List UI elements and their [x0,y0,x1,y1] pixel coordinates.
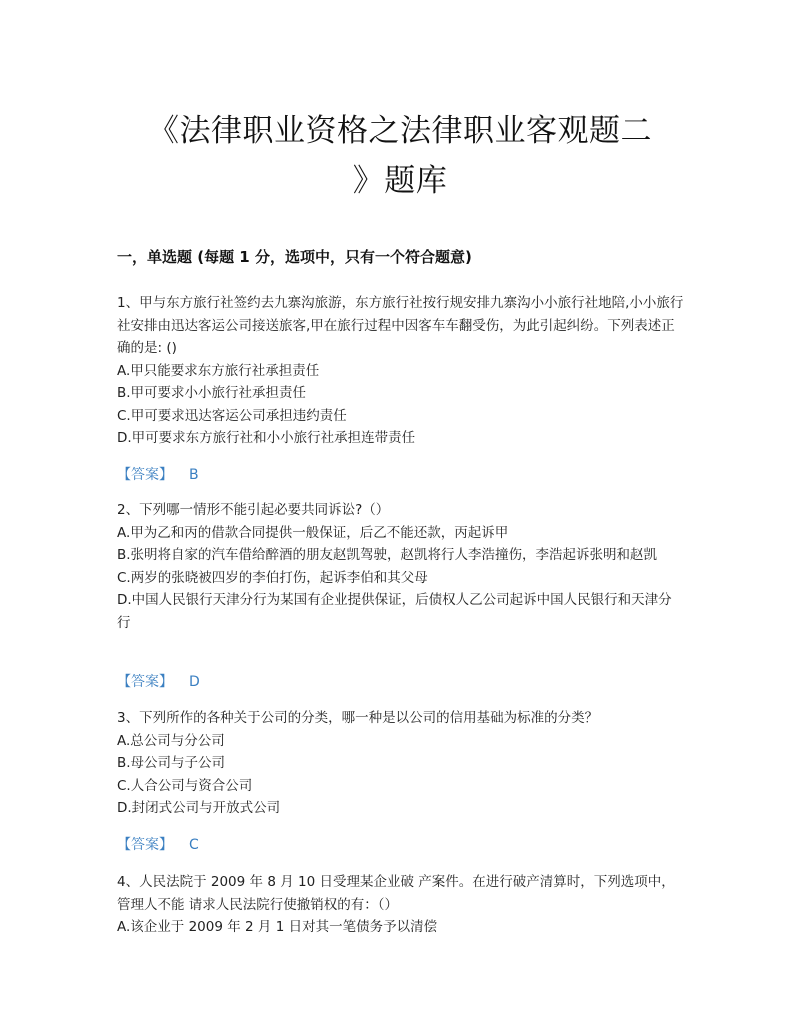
question-option: A.甲为乙和丙的借款合同提供一般保证，后乙不能还款，丙起诉甲 [117,524,509,541]
question-option: B.甲可要求小小旅行社承担责任 [117,385,307,401]
question-2 [117,499,685,634]
question-option: A.甲只能要求东方旅行社承担责任 [117,362,320,379]
question-1 [117,292,685,450]
answer-value: D [189,674,200,690]
question-stem: 2、下列哪一情形不能引起必要共同诉讼?（） [117,502,390,518]
question-stem: 3、下列所作的各种关于公司的分类，哪一种是以公司的信用基础为标准的分类？ [117,710,599,726]
question-option: C.两岁的张晓被四岁的李伯打伤，起诉李伯和其父母 [117,569,428,586]
section-heading: 一，单选题 (每题 1 分，选项中，只有一个符合题意) [117,248,472,266]
document-title-line-2: 》题库 [352,163,448,199]
question-3 [117,707,685,820]
answer-2 [117,671,200,693]
answer-value: C [189,837,199,853]
answer-3 [117,834,199,856]
question-option: A.该企业于 2009 年 2 月 1 日对其一笔债务予以清偿 [117,919,438,935]
document-title-line-1: 《法律职业资格之法律职业客观题二 [148,113,652,149]
question-option: B.母公司与子公司 [117,755,226,771]
answer-1 [117,464,199,486]
question-option: D.甲可要求东方旅行社和小小旅行社承担连带责任 [117,430,416,446]
document-title [100,106,700,206]
question-option: D.中国人民银行天津分行为某国有企业提供保证，后债权人乙公司起诉中国人民银行和天津分行 [117,592,672,631]
question-4 [117,871,685,939]
question-option: B.张明将自家的汽车借给醉酒的朋友赵凯驾驶，赵凯将行人李浩撞伤，李浩起诉张明和赵凯 [117,547,658,563]
question-option: C.甲可要求迅达客运公司承担违约责任 [117,407,347,424]
question-option: D.封闭式公司与开放式公司 [117,800,281,816]
question-stem: 4、人民法院于 2009 年 8 月 10 日受理某企业破 产案件。在进行破产清算时，下列选项中，管理人不能 请求人民法院行使撤销权的有：（） [117,874,675,913]
answer-label: 【答案】 [117,837,173,853]
answer-label: 【答案】 [117,467,173,483]
answer-value: B [189,467,199,483]
question-option: C.人合公司与资合公司 [117,777,253,794]
answer-label: 【答案】 [117,674,173,690]
question-option: A.总公司与分公司 [117,732,225,749]
question-stem: 1、甲与东方旅行社签约去九寨沟旅游，东方旅行社按行规安排九寨沟小小旅行社地陪,小小旅行社安排由迅达客运公司接送旅客,甲在旅行过程中因客车车翻受伤，为此引起纠纷。下列表述正确的是: () [117,295,684,356]
